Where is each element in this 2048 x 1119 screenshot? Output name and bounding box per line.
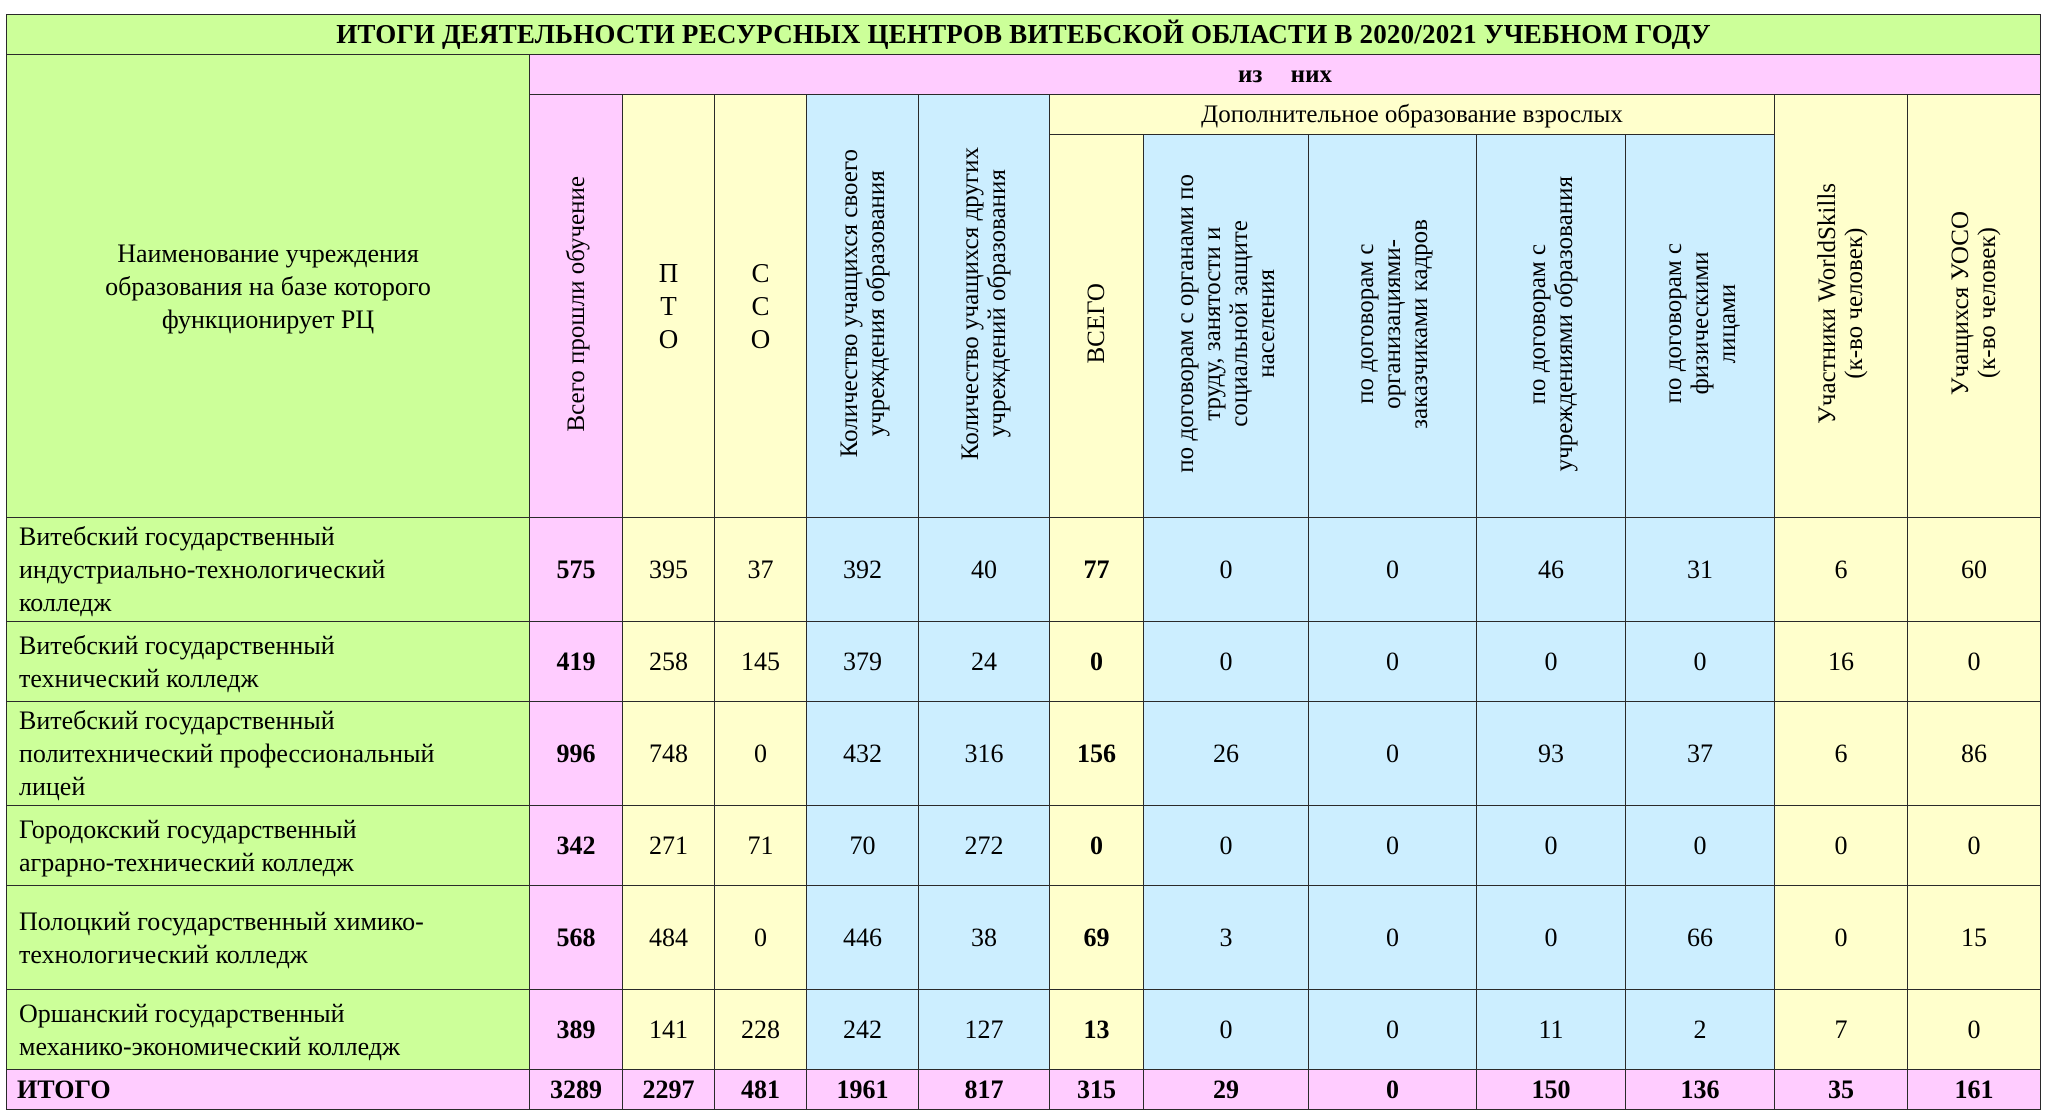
table-row xyxy=(7,886,2041,990)
table-cell: 0 xyxy=(1908,622,2041,702)
table-cell: 0 xyxy=(1144,990,1309,1070)
table-cell: 24 xyxy=(919,622,1050,702)
table-cell: 141 xyxy=(623,990,715,1070)
table-cell: 70 xyxy=(807,806,919,886)
header-edu-institutions: по договорам с учреждениями образования xyxy=(1477,135,1626,518)
table-cell: 258 xyxy=(623,622,715,702)
header-pto: П Т О xyxy=(623,95,715,518)
table-cell: 7 xyxy=(1775,990,1908,1070)
table-cell: 3 xyxy=(1144,886,1309,990)
table-cell: 37 xyxy=(1626,702,1775,806)
table-cell: 0 xyxy=(1309,622,1477,702)
total-value: 150 xyxy=(1477,1070,1626,1110)
total-value: 0 xyxy=(1309,1070,1477,1110)
table-cell: 271 xyxy=(623,806,715,886)
results-table xyxy=(6,14,2041,1110)
table-cell: 13 xyxy=(1050,990,1144,1070)
header-total-trained: Всего прошли обучение xyxy=(530,95,623,518)
table-cell: 575 xyxy=(530,518,623,622)
header-sso: С С О xyxy=(715,95,807,518)
table-cell: 0 xyxy=(1309,806,1477,886)
table-row xyxy=(7,990,2041,1070)
table-cell: 0 xyxy=(1908,990,2041,1070)
table-cell: 568 xyxy=(530,886,623,990)
table-cell: 15 xyxy=(1908,886,2041,990)
table-cell: 432 xyxy=(807,702,919,806)
table-cell: 0 xyxy=(1908,806,2041,886)
header-additional-adult-education: Дополнительное образование взрослых xyxy=(1050,95,1775,135)
table-cell: 0 xyxy=(1144,622,1309,702)
header-labor-organs: по договорам с органами по труду, занятости и социальной защите населения xyxy=(1144,135,1309,518)
table-cell: 69 xyxy=(1050,886,1144,990)
header-vsego: ВСЕГО xyxy=(1050,135,1144,518)
table-row xyxy=(7,702,2041,806)
header-org-customers: по договорам с организациями- заказчиками кадров xyxy=(1309,135,1477,518)
total-value: 161 xyxy=(1908,1070,2041,1110)
table-cell: 228 xyxy=(715,990,807,1070)
table-cell: 484 xyxy=(623,886,715,990)
header-other-students: Количество учащихся других учреждений образования xyxy=(919,95,1050,518)
table-cell: 145 xyxy=(715,622,807,702)
table-cell: 71 xyxy=(715,806,807,886)
table-cell: 6 xyxy=(1775,518,1908,622)
table-cell: 392 xyxy=(807,518,919,622)
header-own-students: Количество учащихся своего учреждения образования xyxy=(807,95,919,518)
table-cell: 66 xyxy=(1626,886,1775,990)
table-cell: 0 xyxy=(1309,990,1477,1070)
table-cell: 748 xyxy=(623,702,715,806)
table-cell: 0 xyxy=(715,886,807,990)
table-cell: 0 xyxy=(1775,886,1908,990)
table-cell: 156 xyxy=(1050,702,1144,806)
table-cell: 272 xyxy=(919,806,1050,886)
total-label: ИТОГО xyxy=(7,1070,530,1110)
table-cell: 127 xyxy=(919,990,1050,1070)
table-cell: 0 xyxy=(1477,806,1626,886)
table-cell: 446 xyxy=(807,886,919,990)
total-value: 1961 xyxy=(807,1070,919,1110)
table-cell: 316 xyxy=(919,702,1050,806)
table-cell: 26 xyxy=(1144,702,1309,806)
header-individuals: по договорам с физическими лицами xyxy=(1626,135,1775,518)
table-cell: 0 xyxy=(1309,518,1477,622)
table-cell: 77 xyxy=(1050,518,1144,622)
table-cell: 0 xyxy=(1477,886,1626,990)
institution-name: Витебский государственный политехнический профессиональный лицей xyxy=(7,702,530,806)
table-cell: 93 xyxy=(1477,702,1626,806)
header-institution-name: Наименование учреждения образования на базе которого функционирует РЦ xyxy=(7,55,530,518)
table-row xyxy=(7,622,2041,702)
table-cell: 11 xyxy=(1477,990,1626,1070)
table-cell: 996 xyxy=(530,702,623,806)
table-cell: 0 xyxy=(1309,886,1477,990)
table-cell: 86 xyxy=(1908,702,2041,806)
table-cell: 0 xyxy=(1477,622,1626,702)
total-value: 3289 xyxy=(530,1070,623,1110)
table-cell: 6 xyxy=(1775,702,1908,806)
total-value: 35 xyxy=(1775,1070,1908,1110)
header-worldskills: Участники WorldSkills (к-во человек) xyxy=(1775,95,1908,518)
table-cell: 31 xyxy=(1626,518,1775,622)
table-cell: 60 xyxy=(1908,518,2041,622)
institution-name: Городокский государственный аграрно-технический колледж xyxy=(7,806,530,886)
total-value: 315 xyxy=(1050,1070,1144,1110)
table-cell: 0 xyxy=(1775,806,1908,886)
table-cell: 38 xyxy=(919,886,1050,990)
institution-name: Оршанский государственный механико-экономический колледж xyxy=(7,990,530,1070)
table-cell: 395 xyxy=(623,518,715,622)
table-cell: 37 xyxy=(715,518,807,622)
table-cell: 46 xyxy=(1477,518,1626,622)
table-cell: 0 xyxy=(1626,622,1775,702)
total-value: 2297 xyxy=(623,1070,715,1110)
table-cell: 0 xyxy=(1144,518,1309,622)
table-cell: 389 xyxy=(530,990,623,1070)
table-cell: 0 xyxy=(1144,806,1309,886)
table-cell: 0 xyxy=(1309,702,1477,806)
total-row xyxy=(7,1070,2041,1110)
table-cell: 242 xyxy=(807,990,919,1070)
total-value: 136 xyxy=(1626,1070,1775,1110)
total-value: 29 xyxy=(1144,1070,1309,1110)
institution-name: Витебский государственный индустриально-технологический колледж xyxy=(7,518,530,622)
table-cell: 0 xyxy=(1050,622,1144,702)
header-uoso: Учащихся УОСО (к-во человек) xyxy=(1908,95,2041,518)
table-cell: 0 xyxy=(715,702,807,806)
table-cell: 0 xyxy=(1050,806,1144,886)
institution-name: Полоцкий государственный химико- технологический колледж xyxy=(7,886,530,990)
table-cell: 419 xyxy=(530,622,623,702)
table-row xyxy=(7,806,2041,886)
table-cell: 2 xyxy=(1626,990,1775,1070)
header-iz-nih: из них xyxy=(530,55,2041,95)
table-title: ИТОГИ ДЕЯТЕЛЬНОСТИ РЕСУРСНЫХ ЦЕНТРОВ ВИТЕБСКОЙ ОБЛАСТИ В 2020/2021 УЧЕБНОМ ГОДУ xyxy=(7,15,2041,55)
table-row xyxy=(7,518,2041,622)
table-cell: 0 xyxy=(1626,806,1775,886)
table-cell: 40 xyxy=(919,518,1050,622)
total-value: 481 xyxy=(715,1070,807,1110)
table-cell: 16 xyxy=(1775,622,1908,702)
total-value: 817 xyxy=(919,1070,1050,1110)
table-cell: 342 xyxy=(530,806,623,886)
institution-name: Витебский государственный технический колледж xyxy=(7,622,530,702)
table-cell: 379 xyxy=(807,622,919,702)
